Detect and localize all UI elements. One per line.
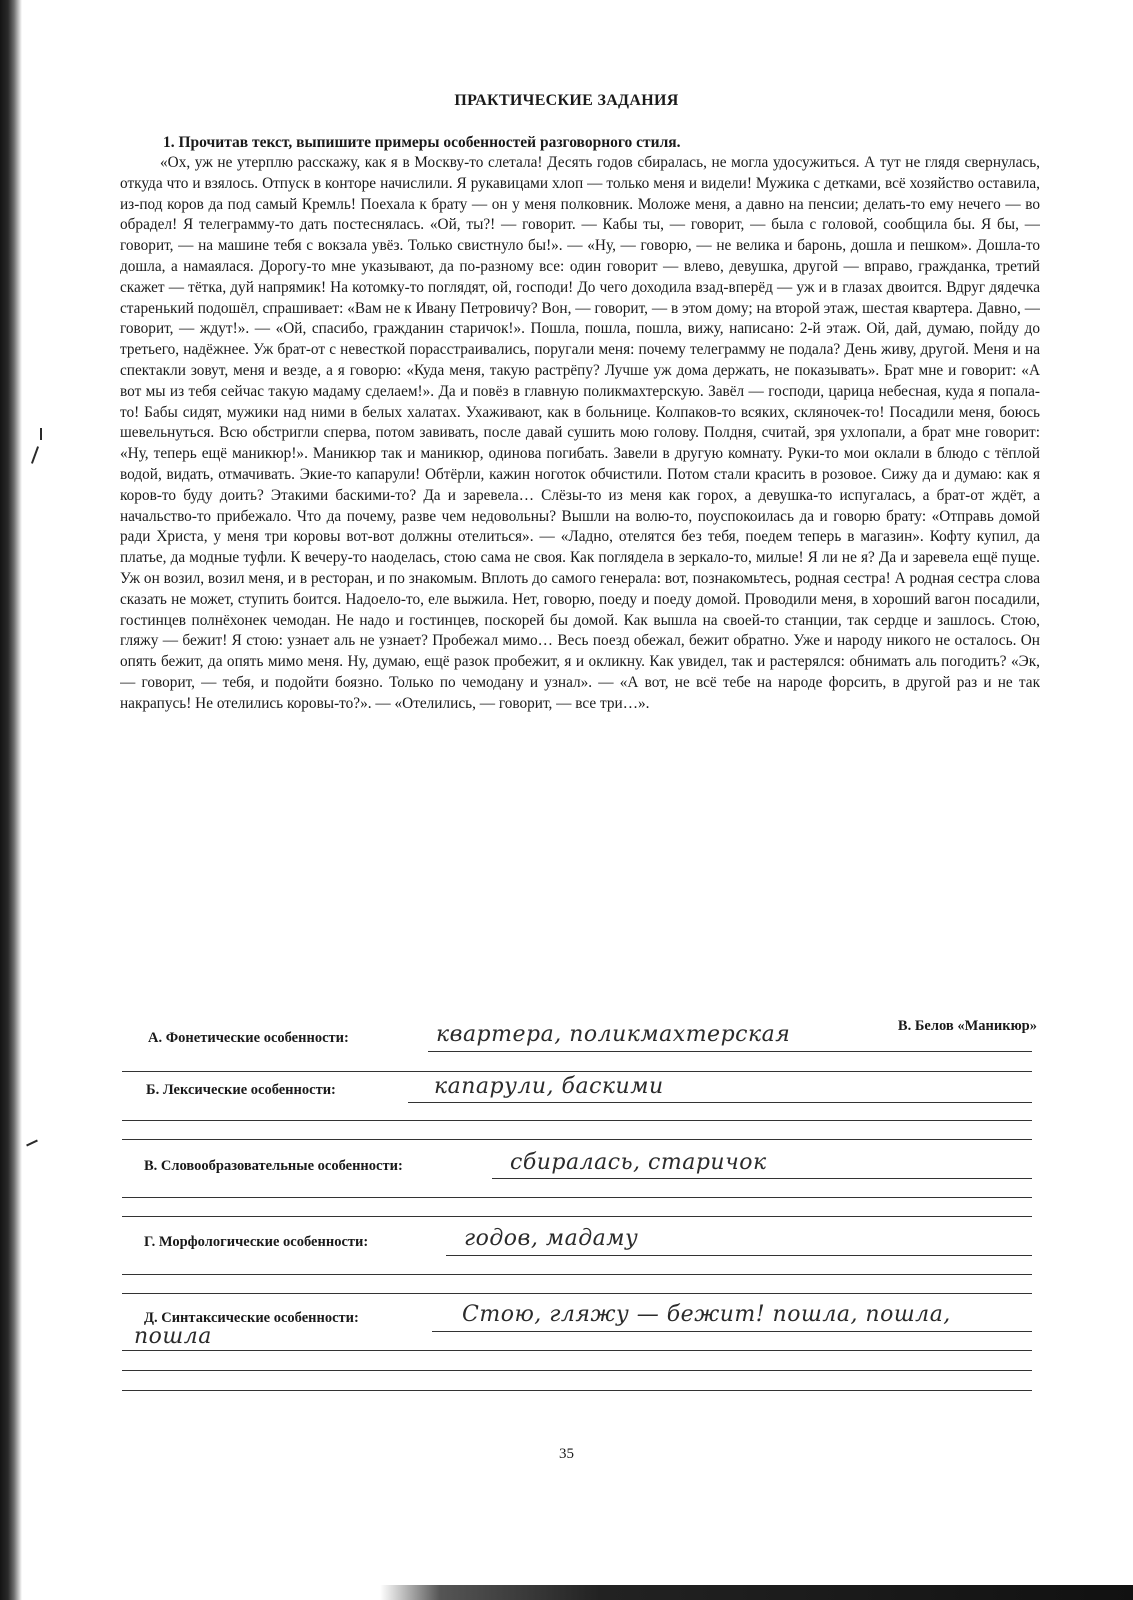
text-attribution: В. Белов «Маникюр» [897,1018,1037,1034]
scan-artifact-mark [40,428,42,440]
answer-line [122,1139,1032,1140]
answer-line [122,1197,1032,1198]
answer-line [122,1274,1032,1275]
page-number: 35 [559,1446,574,1462]
field-label-word-formation: В. Словообразовательные особенности: [144,1158,403,1174]
scan-artifact-mark [26,1140,38,1147]
answer-line [446,1255,1032,1256]
answer-line [122,1350,1032,1351]
answer-line [122,1071,1032,1072]
answer-line [122,1390,1032,1391]
field-label-syntactic: Д. Синтаксические особенности: [144,1310,359,1326]
field-label-phonetic: А. Фонетические особенности: [148,1030,349,1046]
answer-morphological[interactable]: годов, мадаму [464,1226,639,1251]
answer-lexical[interactable]: капарули, баскими [434,1074,664,1099]
answer-line [408,1102,1032,1103]
answer-line [122,1120,1032,1121]
page-heading: ПРАКТИЧЕСКИЕ ЗАДАНИЯ [454,92,679,109]
scan-bottom-shadow [380,1585,1133,1600]
answer-line [492,1178,1032,1179]
answer-syntactic[interactable]: Стою, гляжу — бежит! пошла, пошла, [462,1302,951,1327]
task-title: 1. Прочитав текст, выпишите примеры особенностей разговорного стиля. [163,134,681,151]
answer-line [428,1051,1032,1052]
answer-word-formation[interactable]: сбиралась, старичок [510,1150,767,1175]
answer-line [122,1370,1032,1371]
scan-binding-shadow [0,0,22,1600]
field-label-lexical: Б. Лексические особенности: [146,1082,336,1098]
field-label-morphological: Г. Морфологические особенности: [144,1234,369,1250]
answer-line [432,1331,1032,1332]
answer-syntactic-continued[interactable]: пошла [134,1324,212,1349]
task-text: «Ох, уж не утерплю расскажу, как я в Москву-то слетала! Десять годов сбиралась, не могла удосужиться. А тут не глядя свернулась, откуда что и взялось. Отпуск в конторе начислили. Я рукавицами хлоп — только меня и видели! Мужика с детками, всё хозяйство оставила, из-под коров да под самый Кремль! Поехала к брату — он у меня полковник. Моложе меня, а давно на пенсии; делать-то ему нечего — во обрадел! Я телеграмму-то дать постеснялась. «Ой, ты?! — говорит. — Кабы ты, — говорит, — была с головой, сообщила бы. Я бы, — говорит, — на машине тебя с вокзала увёз. Только свистнуло бы!». — «Ну, — говорю, — не велика и баронь, дошла и пешком». Дошла-то дошла, а намаялася. Дорогу-то мне указывают, да по-разному все: один говорит — влево, девушка, другой — вправо, гражданка, третий скажет — тётка, дуй напрямик! На котомку-то поглядят, ой, господи! До чего доходила взад-вперёд — уж и в глазах двоится. Вдруг дядечка старенький подошёл, спрашивает: «Вам не к Ивану Петровичу? Вон, — говорит, — в этом дому; на второй этаж, шестая квартера. Давно, — говорит, — ждут!». — «Ой, спасибо, гражданин старичок!». Пошла, пошла, пошла, вижу, написано: 2-й этаж. Ой, дай, думаю, пойду до третьего, надёжнее. Уж брат-от с невесткой порасстраивались, поругали меня: почему телеграмму не подала? День живу, другой. Меня и на спектакли зовут, меня и везде, а я говорю: «Куда меня, такую растрёпу? Лучше уж дома держать, не показывать». Брат мне и говорит: «А вот мы из тебя сейчас такую мадаму сделаем!». Да и повёз в главную поликмахтерскую. Завёл — господи, царица небесная, куда я попала-то! Бабы сидят, мужики над ними в белых халатах. Ухаживают, как в больнице. Колпаков-то всяких, скляночек-то! Посадили меня, боюсь шевельнуться. Всю обстригли сперва, потом завивать, после давай сушить мою голову. Полдня, считай, зря ухлопали, а брат мне говорит: «Ну, теперь ещё маникюр!». Маникюр так и маникюр, одинова погибать. Завели в другую комнату. Руки-то мои оклали в блюдо с тёплой водой, видать, отмачивать. Экие-то капарули! Обтёрли, кажин ноготок обчистили. Потом стали красить в розовое. Сижу да и думаю: как я коров-то буду доить? Этакими баскими-то? Да и заревела… Слёзы-то из меня как горох, а девушка-то испугалась, а брат-от ждёт, а начальство-то прибежало. Что да почему, разве чем недовольны? Вышли на волю-то, поуспокоилась да и говорю брату: «Отправь домой ради Христа, у меня три коровы вот-вот должны отелиться». — «Ладно, отелятся без тебя, поедем теперь в магазин». Кофту купил, да платье, да модные туфли. К вечеру-то наоделась, стою сама не своя. Как поглядела в зеркало-то, милые! Я ли не я? Да и заревела ещё пуще. Уж он возил, возил меня, и в ресторан, и по знакомым. Вплоть до самого генерала: вот, познакомьтесь, родная сестра! А родная сестра слова сказать не может, ступить боится. Надоело-то, еле выжила. Нет, говорю, поеду и поеду домой. Проводили меня, в хороший вагон посадили, гостинцев полнёхонек чемодан. Не надо и гостинцев, поскорей бы домой. Как вышла на своей-то станции, так сердце и зашлось. Стою, гляжу — бежит! Я стою: узнает аль не узнает? Пробежал мимо… Весь поезд обежал, бежит обратно. Уже и народу никого не осталось. Он опять бежит, да опять мимо меня. Ну, думаю, ещё разок пробежит, я и окликну. Как увидел, так и растерялся: обнимать аль погодить? «Эк, — говорит, — тебя, и подойти боязно. Только по чемодану и узнал». — «А вот, не всё тебе на народе форсить, в другой раз и не так накрапусь! Не отелились коровы-то?». — «Отелились, — говорит, — все три…». [120,154,1040,712]
answer-line [122,1216,1032,1217]
answer-line [122,1293,1032,1294]
answer-phonetic[interactable]: квартера, поликмахтерская [436,1022,791,1047]
scan-artifact-mark [31,446,39,464]
